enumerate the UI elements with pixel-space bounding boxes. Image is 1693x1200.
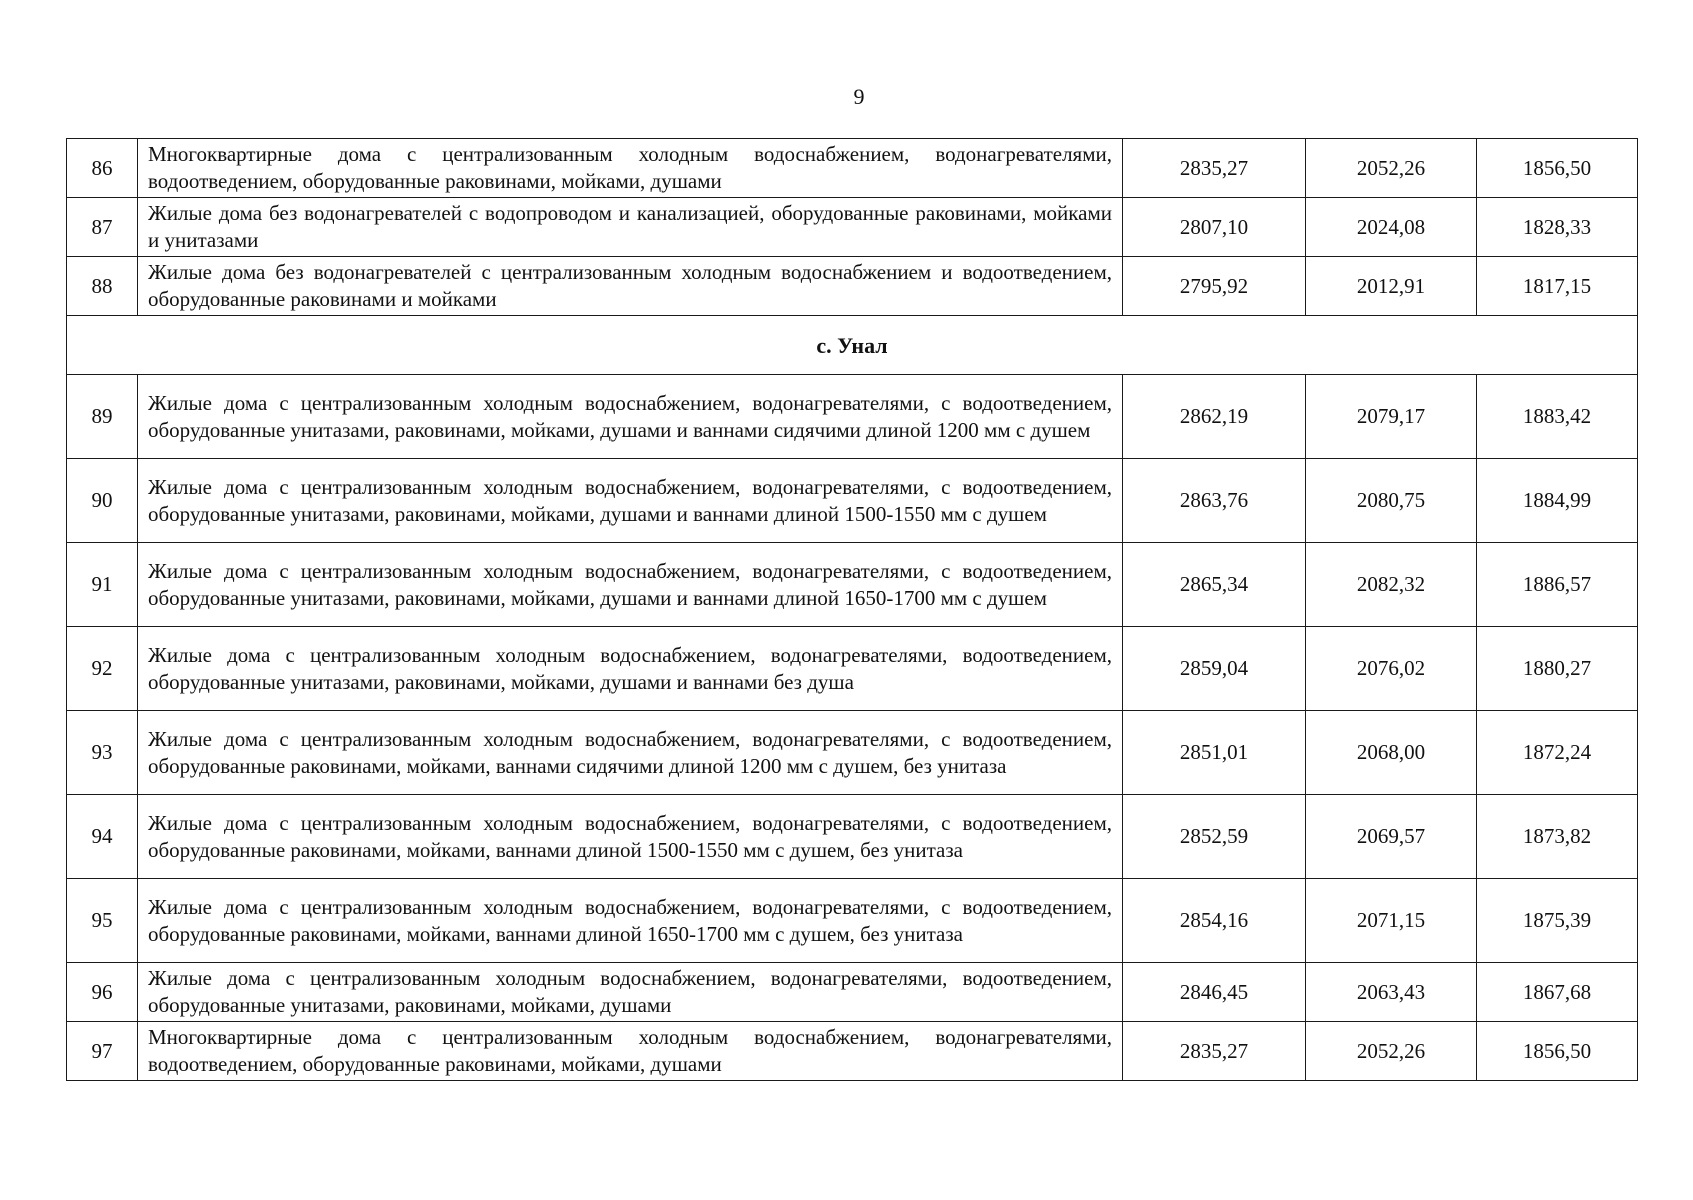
row-value-1: 2852,59 [1123, 795, 1306, 879]
row-number: 96 [67, 963, 138, 1022]
row-value-1: 2835,27 [1123, 1022, 1306, 1081]
row-value-3: 1883,42 [1477, 375, 1638, 459]
row-value-1: 2835,27 [1123, 139, 1306, 198]
table-row [67, 198, 1638, 257]
row-description: Жилые дома без водонагревателей с водопроводом и канализацией, оборудованные раковинами, мойками и унитазами [138, 198, 1123, 257]
row-number: 94 [67, 795, 138, 879]
rows-after [67, 375, 1638, 1081]
row-number: 93 [67, 711, 138, 795]
row-description: Многоквартирные дома с централизованным холодным водоснабжением, водонагревателями, водоотведением, оборудованные раковинами, мойками, душами [138, 139, 1123, 198]
row-number: 88 [67, 257, 138, 316]
row-number: 95 [67, 879, 138, 963]
table-row [67, 257, 1638, 316]
rows-before [67, 139, 1638, 316]
row-description: Жилые дома с централизованным холодным водоснабжением, водонагревателями, с водоотведением, оборудованные раковинами, мойками, ваннами сидячими длиной 1200 мм с душем, без унитаза [138, 711, 1123, 795]
row-value-1: 2807,10 [1123, 198, 1306, 257]
row-value-3: 1884,99 [1477, 459, 1638, 543]
table-row [67, 375, 1638, 459]
row-value-3: 1872,24 [1477, 711, 1638, 795]
row-value-2: 2076,02 [1306, 627, 1477, 711]
row-value-1: 2795,92 [1123, 257, 1306, 316]
row-number: 87 [67, 198, 138, 257]
table-row [67, 139, 1638, 198]
row-value-2: 2052,26 [1306, 139, 1477, 198]
row-value-2: 2082,32 [1306, 543, 1477, 627]
row-value-1: 2862,19 [1123, 375, 1306, 459]
row-value-2: 2069,57 [1306, 795, 1477, 879]
row-value-2: 2079,17 [1306, 375, 1477, 459]
row-description: Жилые дома с централизованным холодным водоснабжением, водонагревателями, водоотведением, оборудованные унитазами, раковинами, мойками, душами [138, 963, 1123, 1022]
row-value-2: 2063,43 [1306, 963, 1477, 1022]
row-value-3: 1886,57 [1477, 543, 1638, 627]
row-number: 92 [67, 627, 138, 711]
row-value-1: 2851,01 [1123, 711, 1306, 795]
section-title: с. Унал [67, 316, 1638, 375]
row-value-2: 2080,75 [1306, 459, 1477, 543]
row-value-3: 1817,15 [1477, 257, 1638, 316]
page-number: 9 [853, 84, 865, 109]
row-description: Жилые дома с централизованным холодным водоснабжением, водонагревателями, водоотведением, оборудованные унитазами, раковинами, мойками, душами и ваннами без душа [138, 627, 1123, 711]
row-number: 86 [67, 139, 138, 198]
row-description: Жилые дома с централизованным холодным водоснабжением, водонагревателями, с водоотведением, оборудованные раковинами, мойками, ваннами длиной 1650-1700 мм с душем, без унитаза [138, 879, 1123, 963]
row-description: Жилые дома без водонагревателей с централизованным холодным водоснабжением и водоотведением, оборудованные раковинами и мойками [138, 257, 1123, 316]
row-value-1: 2859,04 [1123, 627, 1306, 711]
row-value-3: 1856,50 [1477, 139, 1638, 198]
row-value-2: 2024,08 [1306, 198, 1477, 257]
row-value-3: 1873,82 [1477, 795, 1638, 879]
row-value-3: 1828,33 [1477, 198, 1638, 257]
row-value-3: 1867,68 [1477, 963, 1638, 1022]
table-row [67, 1022, 1638, 1081]
row-value-3: 1880,27 [1477, 627, 1638, 711]
row-description: Жилые дома с централизованным холодным водоснабжением, водонагревателями, с водоотведением, оборудованные унитазами, раковинами, мойками, душами и ваннами длиной 1650-1700 мм с душем [138, 543, 1123, 627]
table-row [67, 543, 1638, 627]
row-value-1: 2865,34 [1123, 543, 1306, 627]
row-number: 91 [67, 543, 138, 627]
row-value-1: 2846,45 [1123, 963, 1306, 1022]
row-value-1: 2854,16 [1123, 879, 1306, 963]
table-row [67, 711, 1638, 795]
row-description: Жилые дома с централизованным холодным водоснабжением, водонагревателями, с водоотведением, оборудованные раковинами, мойками, ваннами длиной 1500-1550 мм с душем, без унитаза [138, 795, 1123, 879]
row-value-2: 2052,26 [1306, 1022, 1477, 1081]
row-number: 90 [67, 459, 138, 543]
tariff-table [66, 138, 1638, 1081]
row-number: 97 [67, 1022, 138, 1081]
row-value-3: 1875,39 [1477, 879, 1638, 963]
row-value-2: 2012,91 [1306, 257, 1477, 316]
row-value-1: 2863,76 [1123, 459, 1306, 543]
row-value-3: 1856,50 [1477, 1022, 1638, 1081]
row-description: Многоквартирные дома с централизованным холодным водоснабжением, водонагревателями, водоотведением, оборудованные раковинами, мойками, душами [138, 1022, 1123, 1081]
table-row [67, 879, 1638, 963]
row-description: Жилые дома с централизованным холодным водоснабжением, водонагревателями, с водоотведением, оборудованные унитазами, раковинами, мойками, душами и ваннами сидячими длиной 1200 мм с душем [138, 375, 1123, 459]
row-number: 89 [67, 375, 138, 459]
section-header-row [67, 316, 1638, 375]
table-row [67, 795, 1638, 879]
table-row [67, 627, 1638, 711]
section [67, 316, 1638, 375]
row-value-2: 2071,15 [1306, 879, 1477, 963]
table-row [67, 963, 1638, 1022]
table-row [67, 459, 1638, 543]
row-description: Жилые дома с централизованным холодным водоснабжением, водонагревателями, с водоотведением, оборудованные унитазами, раковинами, мойками, душами и ваннами длиной 1500-1550 мм с душем [138, 459, 1123, 543]
row-value-2: 2068,00 [1306, 711, 1477, 795]
